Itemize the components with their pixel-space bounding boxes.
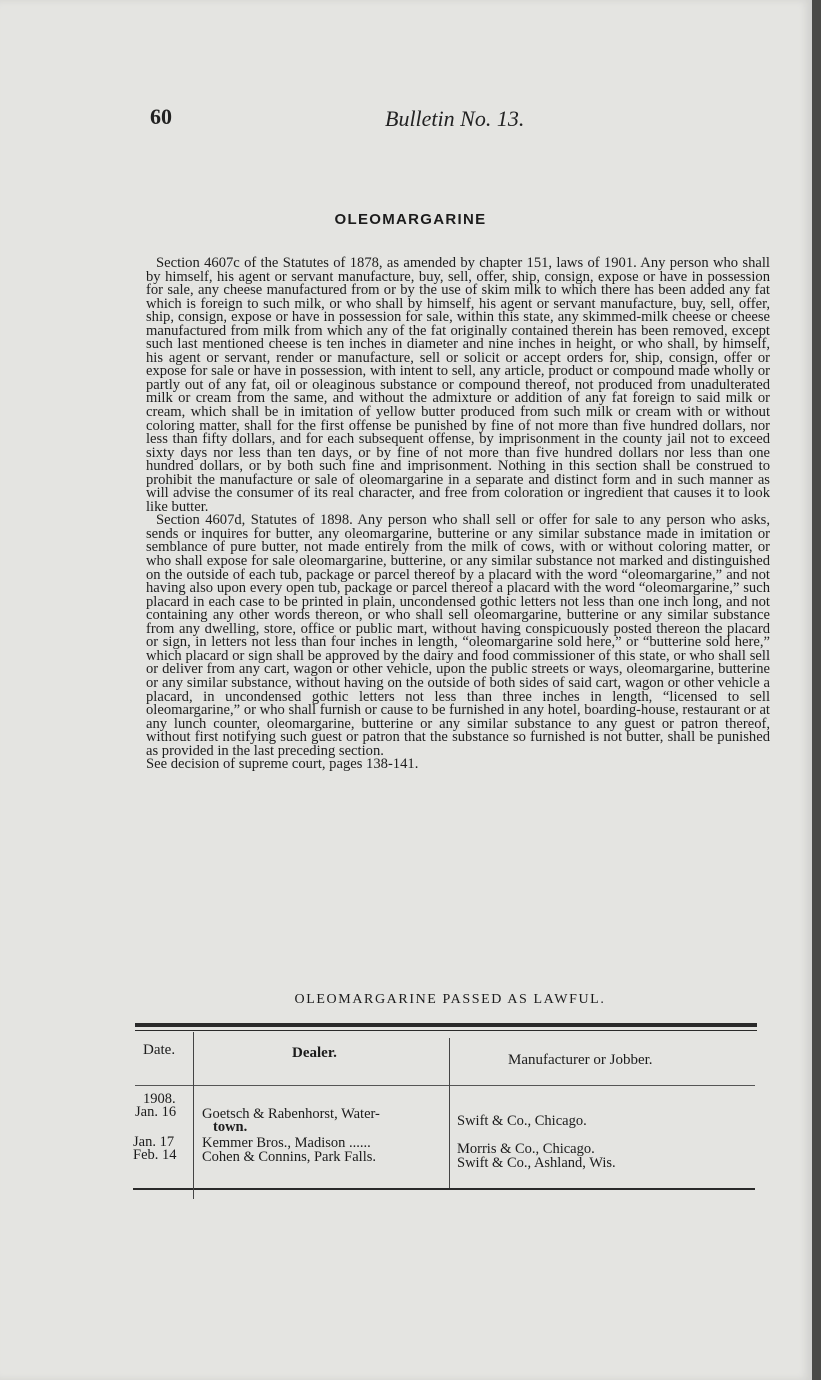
running-head: Bulletin No. 13. bbox=[385, 106, 525, 131]
column-header-manufacturer: Manufacturer or Jobber. bbox=[508, 1052, 653, 1068]
section-title: OLEOMARGARINE bbox=[334, 211, 487, 228]
table-top-rule bbox=[135, 1023, 757, 1027]
table-title: OLEOMARGARINE PASSED AS LAWFUL. bbox=[294, 992, 606, 1007]
row-3-manufacturer: Swift & Co., Ashland, Wis. bbox=[457, 1155, 616, 1171]
column-divider-date bbox=[193, 1032, 194, 1199]
row-2-manufacturer: Morris & Co., Chicago. bbox=[457, 1141, 595, 1157]
row-1-dealer: Goetsch & Rabenhorst, Water- bbox=[202, 1106, 380, 1122]
table-year: 1908. bbox=[143, 1091, 176, 1107]
page-number: 60 bbox=[150, 104, 172, 129]
paragraph-section-4607d: Section 4607d, Statutes of 1898. Any person who shall sell or offer for sale to any person who asks, sends or inquires for butter, any oleomargarine, butterine or any similar substance made in imitation or semblance of pure butter, not made entirely from the milk of cows, with or without coloring matter, or who shall expose for sale oleomargarine, butterine, or any similar substance not marked and distinguished on the outside of each tub, package or parcel thereof by a placard with the word “oleomargarine,” and not having also upon every open tub, package or parcel thereof a placard with the word “oleomargarine,” such placard in each case to be printed in plain, uncondensed gothic letters not less than one inch long, and not containing any other words thereon, or who shall sell oleomargarine, butterine or any similar substance from any dwelling, store, office or public mart, without having conspicuously posted thereon the placard or sign, in letters not less than four inches in length, “oleomargarine sold here,” or “butterine sold here,” which placard or sign shall be approved by the dairy and food commissioner of this state, or who shall sell or deliver from any cart, wagon or other vehicle, upon the public streets or ways, oleomargarine, butterine or any similar substance, without having on the outside of both sides of said cart, wagon or other vehicle a placard, in uncondensed gothic letters not less than three inches in length, “licensed to sell oleomargarine,” or who shall furnish or cause to be furnished in any hotel, boarding-house, restaurant or at any lunch counter, oleomargarine, butterine or any similar substance to any guest or patron thereof, without first notifying such guest or patron that the substance so furnished is not butter, shall be punished as provided in the last preceding section. bbox=[146, 512, 770, 759]
row-1-date: Jan. 16 bbox=[135, 1104, 177, 1120]
row-3-date: Feb. 14 bbox=[133, 1147, 177, 1163]
row-2-dealer: Kemmer Bros., Madison ...... bbox=[202, 1135, 371, 1151]
row-2-date: Jan. 17 bbox=[133, 1134, 175, 1150]
column-divider-dealer bbox=[449, 1038, 450, 1188]
table-header-rule bbox=[135, 1085, 755, 1086]
body-text bbox=[146, 257, 770, 772]
row-1-dealer-continued: town. bbox=[213, 1119, 248, 1135]
row-1-manufacturer: Swift & Co., Chicago. bbox=[457, 1113, 587, 1129]
column-header-date: Date. bbox=[143, 1042, 176, 1058]
paragraph-section-4607c: Section 4607c of the Statutes of 1878, as amended by chapter 151, laws of 1901. Any person who shall by himself, his agent or servant manufacture, buy, sell, offer, ship, consign, expose or have in possession for sale, any cheese manufactured from or by the use of skim milk to which there has been added any fat which is foreign to such milk, or who shall by himself, his agent or servant manufacture, buy, sell, offer, ship, consign, expose or have in possession for sale, within this state, any skimmed-milk cheese or cheese manufactured from milk from which any of the fat originally contained therein has been removed, except such last mentioned cheese is ten inches in diameter and nine inches in height, or who shall, by himself, his agent or servant, render or manufacture, sell or solicit or accept orders for, ship, consign, offer or expose for sale or have in possession, with intent to sell, any article, product or compound made wholly or partly out of any fat, oil or oleaginous substance or compound thereof, not produced from unadulterated milk or cream from the same, and without the admixture or addition of any fat foreign to said milk or cream, which shall be in imitation of yellow butter produced from such milk or cream with or without coloring matter, shall for the first offense be punished by fine of not more than five hundred dollars, nor less than fifty dollars, and for each subsequent offense, by imprisonment in the county jail not to exceed sixty days nor less than ten days, or by fine of not more than five hundred dollars nor less than one hundred dollars, or by both such fine and imprisonment. Nothing in this section shall be construed to prohibit the manufacture or sale of oleomargarine in a separate and distinct form and in such manner as will advise the consumer of its real character, and free from coloration or ingredient that causes it to look like butter. bbox=[146, 255, 770, 515]
column-header-dealer: Dealer. bbox=[292, 1045, 337, 1061]
table-bottom-rule bbox=[133, 1188, 755, 1190]
court-decision-note: See decision of supreme court, pages 138-141. bbox=[146, 756, 419, 773]
row-3-dealer: Cohen & Connins, Park Falls. bbox=[202, 1149, 377, 1165]
table-top-rule-thin bbox=[135, 1030, 757, 1031]
